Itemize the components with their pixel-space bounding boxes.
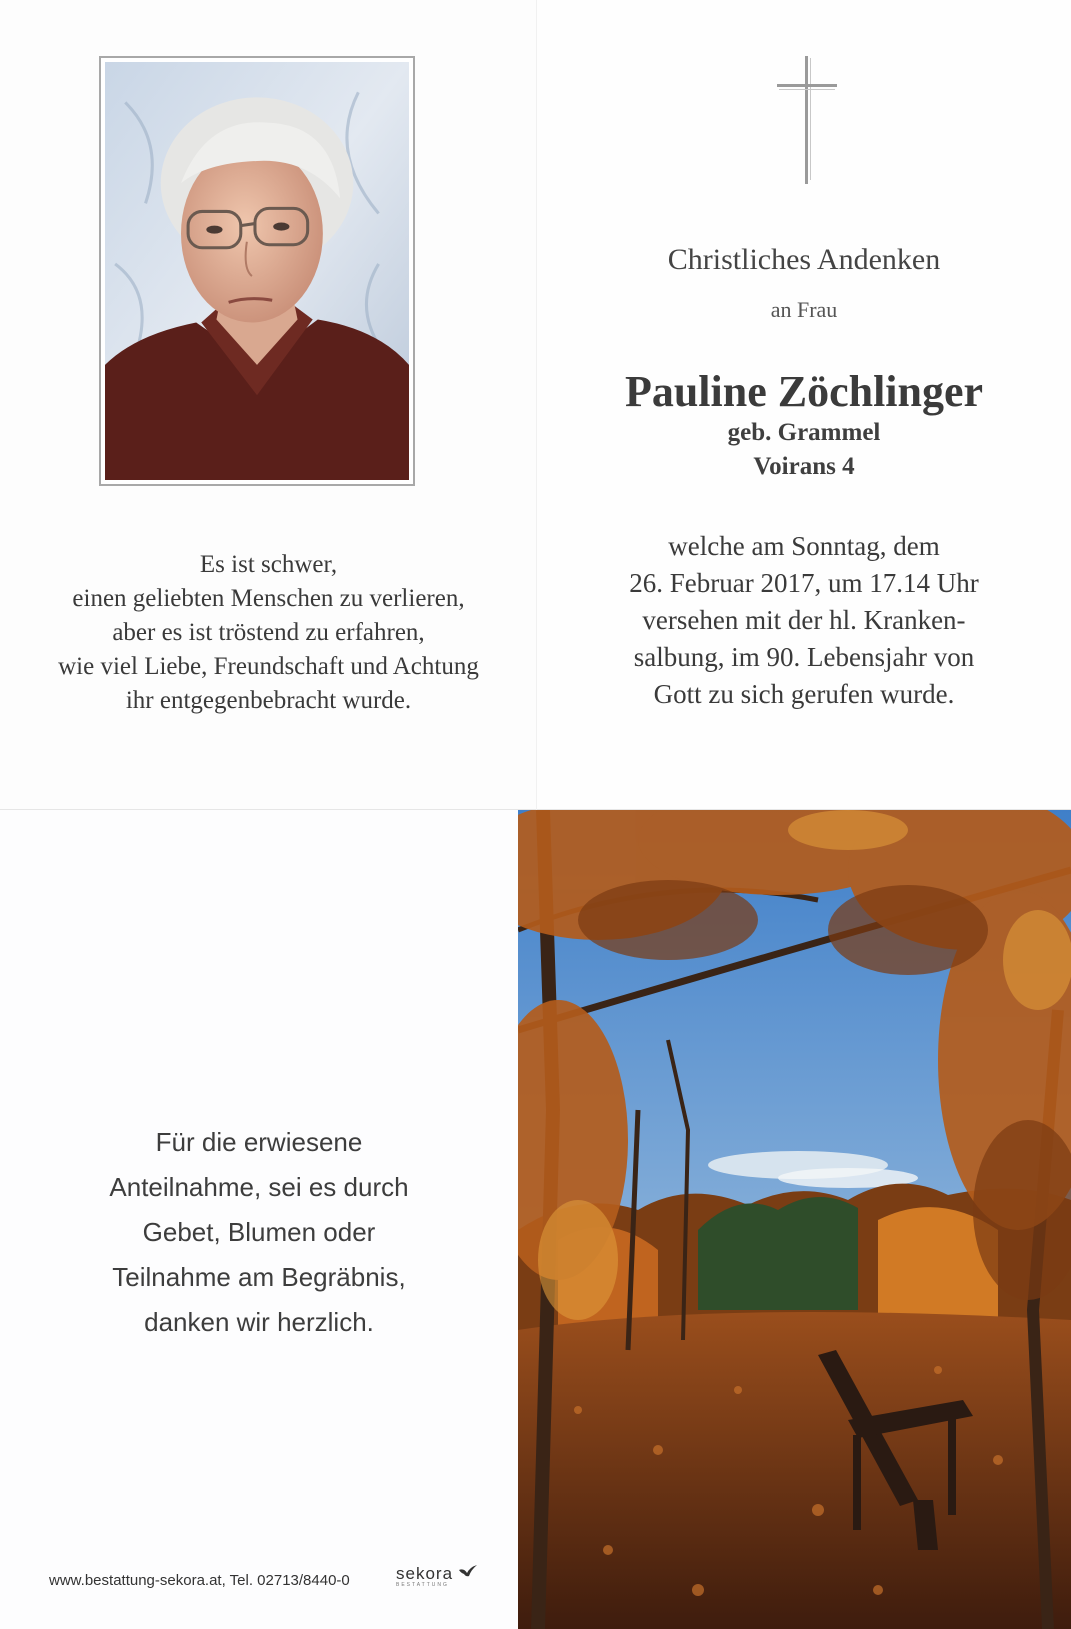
poem-line: ihr entgegenbebracht wurde. <box>125 687 412 714</box>
left-top-panel <box>0 0 537 810</box>
death-notice-line: Gott zu sich gerufen wurde. <box>653 679 955 709</box>
right-top-panel <box>537 0 1071 810</box>
portrait-photo <box>99 56 415 486</box>
maiden-name: geb. Grammel <box>727 419 881 446</box>
autumn-park-photo <box>518 810 1071 1629</box>
thanks-line: danken wir herzlich. <box>144 1307 374 1337</box>
death-notice-line: welche am Sonntag, dem <box>668 531 940 561</box>
cross-icon <box>777 56 837 184</box>
thanks-line: Anteilnahme, sei es durch <box>109 1172 409 1202</box>
salutation: an Frau <box>770 297 838 322</box>
sekora-logo <box>396 1564 453 1588</box>
poem-line: aber es ist tröstend zu erfahren, <box>112 619 425 646</box>
poem-line: wie viel Liebe, Freundschaft und Achtung <box>58 653 479 680</box>
death-notice-line: 26. Februar 2017, um 17.14 Uhr <box>629 568 979 598</box>
thanks-message <box>0 1120 518 1345</box>
death-notice-line: salbung, im 90. Lebensjahr von <box>633 642 975 672</box>
fold-line-vertical <box>536 0 537 810</box>
address: Voirans 4 <box>753 453 855 480</box>
death-notice-line: versehen mit der hl. Kranken- <box>642 605 966 635</box>
autumn-landscape-image <box>518 810 1071 1629</box>
deceased-name: Pauline Zöchlinger <box>624 367 984 416</box>
thanks-line: Gebet, Blumen oder <box>142 1217 376 1247</box>
memorial-heading: Christliches Andenken <box>667 243 941 276</box>
condolence-poem <box>20 548 517 718</box>
thanks-line: Für die erwiesene <box>155 1127 363 1157</box>
footer-contact: www.bestattung-sekora.at, Tel. 02713/8440-0 <box>49 1572 350 1589</box>
portrait-image <box>105 62 409 480</box>
poem-line: einen geliebten Menschen zu verlieren, <box>72 585 465 612</box>
left-bottom-panel <box>0 810 518 1629</box>
thanks-line: Teilnahme am Begräbnis, <box>112 1262 406 1292</box>
death-notice <box>537 528 1071 713</box>
bird-icon <box>458 1564 478 1580</box>
logo-text: sekora <box>396 1564 454 1583</box>
logo-subtext: BESTATTUNG <box>396 1582 449 1588</box>
poem-line: Es ist schwer, <box>199 551 338 578</box>
